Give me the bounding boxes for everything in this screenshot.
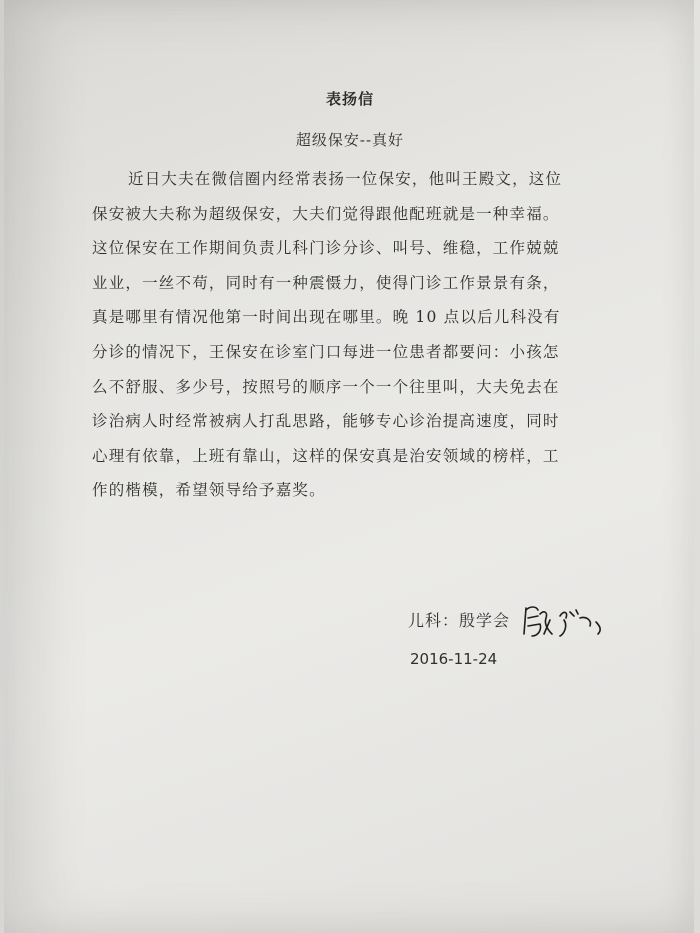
letter-subtitle: 超级保安--真好	[295, 131, 405, 149]
letter-date: 2016-11-24	[410, 650, 498, 668]
body-line: 心理有依靠，上班有靠山，这样的保安真是治安领域的榜样，工	[92, 446, 560, 465]
body-line: 真是哪里有情况他第一时间出现在哪里。晚 10 点以后儿科没有	[92, 308, 561, 327]
body-line: 作的楷模，希望领导给予嘉奖。	[92, 481, 326, 500]
signature-label: 儿科：殷学会	[408, 611, 511, 630]
body-line: 近日大夫在微信圈内经常表扬一位保安，他叫王殿文，这位	[128, 170, 563, 188]
body-line: 这位保安在工作期间负责儿科门诊分诊、叫号、维稳，工作兢兢	[92, 239, 560, 258]
body-line: 分诊的情况下，王保安在诊室门口每进一位患者都要问：小孩怎	[92, 342, 560, 361]
letter-body	[92, 162, 612, 508]
body-line: 保安被大夫称为超级保安，大夫们觉得跟他配班就是一种幸福。	[92, 204, 560, 223]
body-line: 业业，一丝不苟，同时有一种震慑力，使得门诊工作景景有条，	[92, 273, 560, 292]
body-line: 诊治病人时经常被病人打乱思路，能够专心诊治提高速度，同时	[92, 412, 560, 431]
handwritten-signature	[520, 600, 610, 640]
body-line: 么不舒服、多少号，按照号的顺序一个一个往里叫，大夫免去在	[92, 377, 560, 396]
letter-title: 表扬信	[325, 90, 374, 108]
